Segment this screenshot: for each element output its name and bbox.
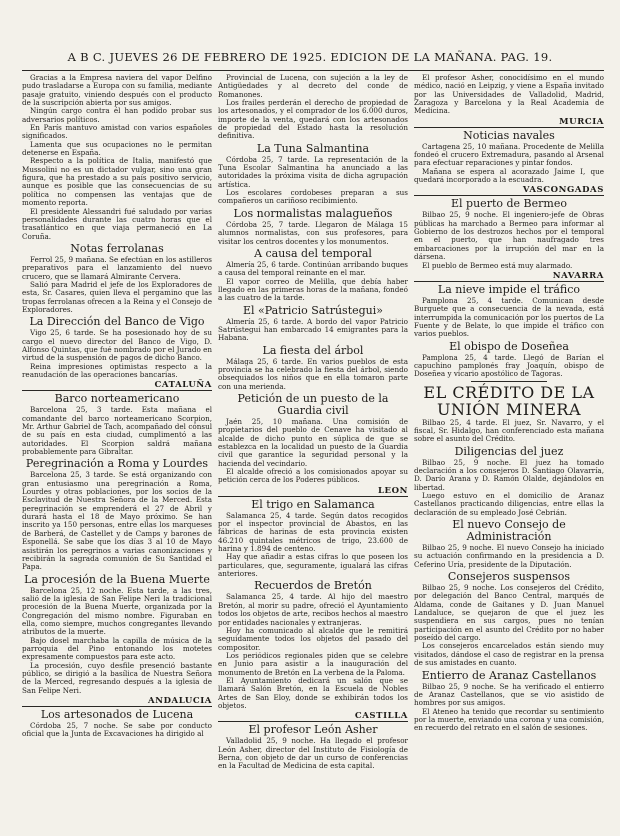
region-label: ANDALUCIA — [22, 696, 212, 707]
paragraph: Pamplona 25, 4 tarde. Llegó de Barían el capuchino pamplonés fray Joaquín, obispo de Doseñea y vicario apostólico de Tagoras. — [414, 352, 604, 379]
masthead-rule — [22, 70, 604, 71]
headline: El nuevo Consejo de Administración — [452, 518, 566, 544]
paragraph: Salió para Madrid el jefe de los Exploradores de esta, Sr. Casares, quien lleva el pergamino que las tropas ferrolanas ofrecen a la Reina y el Consejo de Exploradores. — [22, 279, 212, 314]
headline: Los normalistas malagueños — [233, 206, 393, 220]
paragraph: Bilbao 25, 9 noche. El nuevo Consejo ha iniciado su actuación confirmando en la presidencia a D. Ceferino Uría, presidente de la Diputación. — [414, 543, 604, 569]
paragraph: Almería 25, 6 tarde. Continúan arribando buques a causa del temporal reinante en el mar. — [218, 259, 408, 278]
headline: Peregrinación a Roma y Lourdes — [25, 457, 209, 471]
headline: La Tuna Salmantina — [256, 141, 370, 155]
paragraph: Los frailes perderán el derecho de propiedad de los artesonados, y el comprador de los 6.000 duros, importe de la venta, quedará con los artesonados de propiedad del Estado hasta la resolución definitiva. — [218, 98, 408, 141]
paragraph: La procesión, cuyo desfile presenció bastante público, se dirigió a la basílica de Nuestra Señora de la Merced, regresando después a la iglesia de San Felipe Neri. — [22, 660, 212, 695]
paragraph: Ningún cargo contra él han podido probar sus adversarios políticos. — [22, 106, 212, 124]
headline: El obispo de Doseñea — [449, 339, 569, 353]
paragraph: Salamanca 25, 4 tarde. Según datos recogidos por el inspector provincial de Abastos, en las fábricas de harinas de esta provincia existen 46.210 quintales métricos de trigo, 23.600 de harina y 1.894 de centeno. — [218, 510, 408, 554]
paragraph: Córdoba 25, 7 tarde. La representación de la Tuna Escolar Salmantina ha anunciado a las autoridades la próxima visita de dicha agrupación artística. — [218, 154, 408, 189]
paragraph: Los consejeros encarcelados están siendo muy visitados, dándose el caso de registrar en la prensa de sus amistades en cuanto. — [414, 641, 604, 668]
paragraph: Provincial de Lucena, con sujeción a la ley de Antigüedades y al decreto del conde de Romanones. — [218, 74, 408, 99]
headline: Barco norteamericano — [54, 392, 180, 406]
headline: La procesión de la Buena Muerte — [24, 572, 210, 586]
paragraph: Hay que añadir a estas cifras lo que poseen los particulares, que, seguramente, igualará las cifras anteriores. — [218, 552, 408, 579]
section-divider — [471, 381, 547, 382]
paragraph: Gracias a la Empresa naviera del vapor Delfino pudo trasladarse a Europa con su familia, mediante pasaje gratuito, viniendo después con el producto de la suscripción abierta por sus amigos. — [22, 74, 212, 108]
paragraph: El alcalde ofreció a los comisionados apoyar su petición cerca de los Poderes públicos. — [218, 467, 408, 485]
paragraph: Almería 25, 6 tarde. A bordo del vapor Patricio Satrústegui han embarcado 14 emigrantes para la Habana. — [218, 316, 408, 343]
headline: Petición de un puesto de la Guardia civil — [237, 391, 389, 417]
paragraph: Bilbao 25, 9 noche. El ingeniero-jefe de Obras públicas ha marchado a Bermeo para informar al Gobierno de los destrozos hechos por el temporal en el puerto, que han naufragado tres embarcaciones por la irrupción del mar en la dársena. — [414, 210, 604, 262]
paragraph: Pamplona 25, 4 tarde. Comunican desde Burguete que a consecuencia de la nevada, está interrumpida la comunicación por los puertos de La Fuente y de Belate, lo que impide el tráfico con varios pueblos. — [414, 295, 604, 339]
headline: El trigo en Salamanca — [251, 497, 375, 511]
headline: Entierro de Aranaz Castellanos — [421, 668, 597, 682]
headline: Diligencias del juez — [454, 444, 564, 458]
paragraph: Jaén 25, 10 mañana. Una comisión de propietarios del pueblo de Cenave ha visitado al alcalde de dicho punto en súplica de que se establezca en la localidad un puesto de la Guardia civil que garantice la seguridad personal y la hacienda del vecindario. — [218, 416, 408, 468]
region-label: CASTILLA — [218, 711, 408, 722]
headline: Noticias navales — [463, 128, 555, 142]
paragraph: Ferrol 25, 9 mañana. Se efectúan en los astilleros preparativos para el lanzamiento del nuevo crucero, que se llamará Almirante Cervera. — [22, 254, 212, 281]
paragraph: El presidente Alessandri fué saludado por varias personalidades durante las cuatro horas que el trasatlántico en que viaja permaneció en La Coruña. — [22, 206, 212, 241]
paragraph: Los escolares cordobeses preparan a sus compañeros un cariñoso recibimiento. — [218, 188, 408, 206]
region-label: CATALUÑA — [22, 380, 212, 391]
headline-major: EL CRÉDITO DE LA UNIÓN MINERA — [423, 382, 595, 419]
paragraph: Luego estuvo en el domicilio de Aranaz Castellanos practicando diligencias, entre ellas la declaración de su empleado José Cebrián. — [414, 491, 604, 517]
paragraph: Bilbao 25, 4 tarde. El juez, Sr. Navarro, y el fiscal, Sr. Hidalgo, han conferenciado esta mañana sobre el asunto del Crédito. — [414, 417, 604, 444]
paragraph: El Ateneo ha tenido que recordar su sentimiento por la muerte, enviando una corona y una comisión, en recuerdo del retrato en el salón de sesiones. — [414, 706, 604, 733]
paragraph: El Ayuntamiento dedicará un salón que se llamará Salón Bretón, en la Escuela de Nobles Artes de San Eloy, donde se exhibirán todos los objetos. — [218, 675, 408, 710]
paragraph: Lamenta que sus ocupaciones no le permitan detenerse en España. — [22, 139, 212, 158]
paragraph: En París mantuvo amistad con varios españoles significados. — [22, 123, 212, 141]
headline: La fiesta del árbol — [262, 343, 364, 357]
paragraph: Córdoba 25, 7 noche. Se sabe por conducto oficial que la Junta de Excavaciones ha dirigido al — [22, 721, 212, 739]
region-label: MURCIA — [414, 117, 604, 128]
paragraph: Valladolid 25, 9 noche. Ha llegado el profesor León Asher, director del Instituto de Fisiología de Berna, con objeto de dar un curso de conferencias en la Facultad de Medicina de esta capital. — [218, 736, 408, 771]
headline: A causa del temporal — [254, 246, 372, 260]
region-label: LEON — [218, 486, 408, 497]
paragraph: Barcelona 25, 3 tarde. Esta mañana el comandante del barco norteamericano Scorpion, Mr. Arthur Gabriel de Tach, acompañado del cónsul de su país en esta ciudad, cumplimentó a las autoridades. El Scorpion saldrá mañana probablemente para Gibraltar. — [22, 405, 212, 457]
column-2 — [218, 74, 408, 836]
headline: La Dirección del Banco de Vigo — [29, 315, 205, 329]
headline: La nieve impide el tráfico — [437, 282, 581, 296]
paragraph: El profesor Asher, conocidísimo en el mundo médico, nació en Leipzig, y viene a España invitado por las Universidades de Valladolid, Madrid, Zaragoza y Barcelona y la Real Academia de Medicina. — [414, 74, 604, 116]
column-3 — [414, 74, 604, 836]
paragraph: Barcelona 25, 12 noche. Esta tarde, a las tres, salió de la iglesia de San Felipe Neri la tradicional procesión de la Buena Muerte, organizada por la Congregación del mismo nombre. Figuraban en ella, como siempre, muchos congregantes llevando atributos de la muerte. — [22, 585, 212, 637]
paragraph: Hoy ha comunicado al alcalde que le remitirá seguidamente todos los objetos del pasado del compositor. — [218, 625, 408, 652]
headline: El puerto de Bermeo — [451, 197, 567, 211]
headline: Recuerdos de Bretón — [254, 579, 372, 593]
headline: El «Patricio Satrústegui» — [242, 303, 384, 317]
headline: Notas ferrolanas — [70, 241, 164, 255]
paragraph: Bilbao 25, 9 noche. Los consejeros del Crédito, por delegación del Banco Central, marqués de Aldama, conde de Gaitanes y D. Juan Manuel Landaluce, se quejaron de que el juez les suspendiera en sus cargos, pues no tenían participación en el asunto del Crédito por no haber poseído del cargo. — [414, 583, 604, 643]
region-label: VASCONGADAS — [414, 185, 604, 196]
paragraph: Barcelona 25, 3 tarde. Se está organizando con gran entusiasmo una peregrinación a Roma, Lourdes y otras poblaciones, por los socios de la Esclavitud de Nuestra Señora de la Merced. Esta peregrinación se emprenderá el 27 de Abril y durará hasta el 18 de Mayo próximo. Se han inscrito ya 150 personas, entre ellas los marqueses de Barberá, de Castellet y de Camps y barones de Esponellá. Se sabe que los días 3 al 10 de Mayo asistirán los peregrinos a varias canonizaciones y recibirán la sagrada comunión de Su Santidad el Papa. — [22, 470, 212, 572]
paragraph: Córdoba 25, 7 tarde. Llegaron de Málaga 15 alumnos normalistas, con sus profesores, para visitar los centros docentes y los monumentos. — [218, 219, 408, 246]
region-label: NAVARRA — [414, 271, 604, 282]
paragraph: Respecto a la política de Italia, manifestó que Mussolini no es un dictador vulgar, sino una gran figura, que ha prestado a su país positivo servicio, aunque es posible que las consecuencias de su política no compensen las ventajas que de momento reporta. — [22, 156, 212, 208]
paragraph: Vigo 25, 6 tarde. Se ha posesionado hoy de su cargo el nuevo director del Banco de Vigo, D. Alfonso Quintas, que fué nombrado por el Jurado en virtud de la suspensión de pagos de dicho Banco. — [22, 328, 212, 363]
paragraph: Los periódicos regionales piden que se celebre en Junio para asistir a la inauguración del monumento de Bretón en La verbena de la Paloma. — [218, 650, 408, 677]
headline: Los artesonados de Lucena — [40, 708, 194, 721]
paragraph: Reina impresiones optimistas respecto a la reanudación de las operaciones bancarias. — [22, 361, 212, 379]
paragraph: El pueblo de Bermeo está muy alarmado. — [422, 260, 573, 270]
paragraph: Salamanca 25, 4 tarde. Al hijo del maestro Bretón, al morir su padre, ofreció el Ayuntamiento todos los objetos de arte, recibos hechos al maestro por entidades nacionales y extranjeras. — [218, 592, 408, 627]
paragraph: Bajo dosel marchaba la capilla de música de la parroquia del Pino entonando los motetes expresamente compuestos para este acto. — [22, 635, 212, 662]
paragraph: Mañana se espera al acorazado Jaime I, que quedará incorporado a la escuadra. — [414, 166, 604, 185]
paragraph: Bilbao 25, 9 noche. Se ha verificado el entierro de Aranaz Castellanos, que se vio asistido de hombres por sus amigos. — [414, 681, 604, 708]
headline: El profesor León Asher — [248, 723, 378, 737]
masthead: A B C. JUEVES 26 DE FEBRERO DE 1925. EDICION DE LA MAÑANA. PAG. 19. — [67, 50, 553, 64]
paragraph: El vapor correo de Melilla, que debía haber llegado en las primeras horas de la mañana, fondeó a las cuatro de la tarde. — [218, 276, 408, 303]
paragraph: Bilbao 25, 9 noche. El juez ha tomado declaración a los consejeros D. Santiago Olavarría, D. Darío Arana y D. Ramón Olalde, dejándolos en libertad. — [414, 457, 604, 492]
paragraph: Cartagena 25, 10 mañana. Procedente de Melilla fondeó el crucero Extremadura, pasando al Arsenal para efectuar reparaciones y pintar fondos. — [414, 141, 604, 168]
paragraph: Málaga 25, 6 tarde. En varios pueblos de esta provincia se ha celebrado la fiesta del árbol, siendo obsequiados los niños que en ella tomaron parte con una merienda. — [218, 356, 408, 391]
column-1 — [22, 74, 212, 836]
headline: Consejeros suspensos — [447, 570, 571, 584]
